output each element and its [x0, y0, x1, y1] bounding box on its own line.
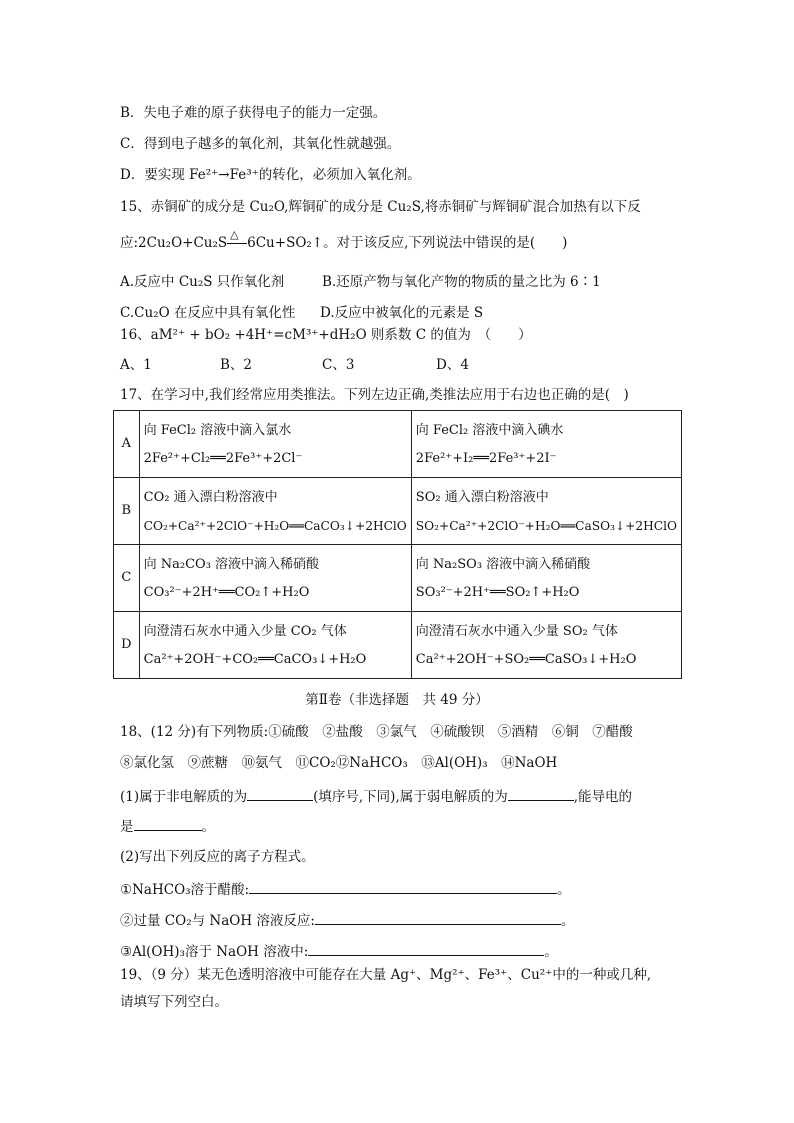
- row-label: B: [114, 478, 140, 545]
- right-equation: SO₂+Ca²⁺+2ClO⁻+H₂O══CaSO₃↓+2HClO: [415, 519, 677, 533]
- right-description: 向 Na₂SO₃ 溶液中滴入稀硝酸: [415, 557, 591, 572]
- q16-stem: 16、aM²⁺ + bO₂ +4H⁺=cM³⁺+dH₂O 则系数 C 的值为 （ ）: [120, 327, 532, 343]
- right-equation: 2Fe²⁺+I₂══2Fe³⁺+2I⁻: [415, 451, 557, 466]
- table-row: [114, 478, 682, 545]
- left-equation: 2Fe²⁺+Cl₂══2Fe³⁺+2Cl⁻: [143, 451, 303, 466]
- left-equation: Ca²⁺+2OH⁻+CO₂══CaCO₃↓+H₂O: [143, 652, 367, 667]
- left-description: 向 Na₂CO₃ 溶液中滴入稀硝酸: [143, 557, 320, 572]
- q18-part1-text-a: (1)属于非电解质的为: [120, 789, 248, 805]
- q17-stem: 17、在学习中,我们经常应用类推法。下列左边正确,类推法应用于右边也正确的是( ): [120, 387, 629, 403]
- row-label: C: [114, 545, 140, 612]
- answer-blank-conductive[interactable]: [134, 816, 202, 831]
- left-cell: [139, 478, 411, 545]
- left-cell: [139, 545, 411, 612]
- q16-option-b: B、2: [220, 357, 253, 373]
- q15-stem-line1: 15、赤铜矿的成分是 Cu₂O,辉铜矿的成分是 Cu₂S,将赤铜矿与辉铜矿混合加热有以下反: [120, 199, 641, 215]
- q15-options-row1: [120, 270, 680, 288]
- q18-equation2-label: ②过量 CO₂与 NaOH 溶液反应:: [120, 913, 315, 929]
- q14-option-c: C．得到电子越多的氧化剂，其氧化性就越强。: [120, 136, 401, 152]
- left-description: 向 FeCl₂ 溶液中滴入氯水: [143, 423, 292, 438]
- q18-part1-text-d: 是: [120, 819, 134, 835]
- q16-option-a: A、1: [120, 357, 152, 373]
- left-equation: CO₃²⁻+2H⁺══CO₂↑+H₂O: [143, 585, 310, 600]
- heating-triangle-icon: △: [230, 228, 239, 241]
- q18-part1-text-c: ,能导电的: [573, 789, 633, 805]
- q18-equation3-end: 。: [544, 944, 558, 960]
- q16-option-d: D、4: [436, 357, 469, 373]
- row-label: A: [114, 411, 140, 478]
- q15-option-c: C.Cu₂O 在反应中具有氧化性: [120, 305, 296, 321]
- answer-blank-equation1[interactable]: [249, 879, 557, 894]
- q19-stem-line1: 19、（9 分）某无色透明溶液中可能存在大量 Ag⁺、Mg²⁺、Fe³⁺、Cu²⁺中的一种或几种,: [120, 967, 652, 983]
- right-cell: [411, 612, 681, 679]
- q15-options-row2: [120, 301, 680, 319]
- q19-stem-line2: 请填写下列空白。: [120, 994, 228, 1010]
- q18-equation2-end: 。: [560, 913, 575, 929]
- q15-option-a: A.反应中 Cu₂S 只作氧化剂: [120, 274, 285, 290]
- left-description: 向澄清石灰水中通入少量 CO₂ 气体: [143, 624, 347, 639]
- right-description: SO₂ 通入漂白粉溶液中: [415, 490, 549, 505]
- q18-equation3-label: ③Al(OH)₃溶于 NaOH 溶液中:: [120, 944, 309, 960]
- right-equation: Ca²⁺+2OH⁻+SO₂══CaSO₃↓+H₂O: [415, 652, 637, 667]
- right-description: 向澄清石灰水中通入少量 SO₂ 气体: [415, 624, 618, 639]
- q14-option-d: D．要实现 Fe²⁺→Fe³⁺的转化，必须加入氧化剂。: [120, 167, 421, 183]
- table-row: [114, 411, 682, 478]
- left-cell: [139, 411, 411, 478]
- table-row: [114, 545, 682, 612]
- answer-blank-weak-electrolyte[interactable]: [508, 786, 574, 801]
- q16-options: [120, 353, 680, 371]
- left-cell: [139, 612, 411, 679]
- q17-analogy-table: [113, 410, 682, 679]
- q15-equation-right: 6Cu+SO₂↑。对于该反应,下列说法中错误的是( ): [247, 235, 568, 251]
- q18-substances-line1: 18、(12 分)有下列物质:①硫酸 ②盐酸 ③氯气 ④硫酸钡 ⑤酒精 ⑥铜 ⑦醋酸: [120, 724, 633, 740]
- right-cell: [411, 411, 681, 478]
- right-cell: [411, 545, 681, 612]
- heat-condition: [227, 228, 247, 252]
- q18-equation1: [120, 879, 571, 899]
- q15-option-d: D.反应中被氧化的元素是 S: [320, 305, 484, 321]
- q18-part1: [120, 786, 632, 806]
- left-equation: CO₂+Ca²⁺+2ClO⁻+H₂O══CaCO₃↓+2HClO: [143, 519, 407, 533]
- section-title: 第Ⅱ卷（非选择题 共 49 分）: [305, 692, 489, 708]
- q18-equation1-label: ①NaHCO₃溶于醋酸:: [120, 882, 250, 898]
- table-row: [114, 612, 682, 679]
- q18-equation2: [120, 910, 574, 930]
- answer-blank-equation3[interactable]: [308, 941, 544, 956]
- q18-equation3: [120, 941, 558, 961]
- q18-substances-line2: ⑧氯化氢 ⑨蔗糖 ⑩氨气 ⑪CO₂⑫NaHCO₃ ⑬Al(OH)₃ ⑭NaOH: [120, 755, 558, 771]
- q14-option-b: B．失电子难的原子获得电子的能力一定强。: [120, 105, 387, 121]
- q15-option-b: B.还原产物与氧化产物的物质的量之比为 6∶1: [322, 274, 601, 290]
- answer-blank-equation2[interactable]: [315, 910, 561, 925]
- answer-blank-nonelectrolyte[interactable]: [247, 786, 313, 801]
- q15-equation-left: 应:2Cu₂O+Cu₂S: [120, 235, 228, 251]
- q18-part2: (2)写出下列反应的离子方程式。: [120, 849, 315, 865]
- q16-option-c: C、3: [322, 357, 355, 373]
- right-description: 向 FeCl₂ 溶液中滴入碘水: [415, 423, 564, 438]
- q18-part1-text-b: (填序号,下同),属于弱电解质的为: [313, 789, 508, 805]
- left-description: CO₂ 通入漂白粉溶液中: [143, 490, 278, 505]
- q18-part1-continued: [120, 816, 215, 836]
- q18-equation1-end: 。: [557, 882, 571, 898]
- right-cell: [411, 478, 681, 545]
- row-label: D: [114, 612, 140, 679]
- q15-stem-line2: [120, 228, 568, 252]
- right-equation: SO₃²⁻+2H⁺══SO₂↑+H₂O: [415, 585, 580, 600]
- q18-part1-text-e: 。: [201, 819, 215, 835]
